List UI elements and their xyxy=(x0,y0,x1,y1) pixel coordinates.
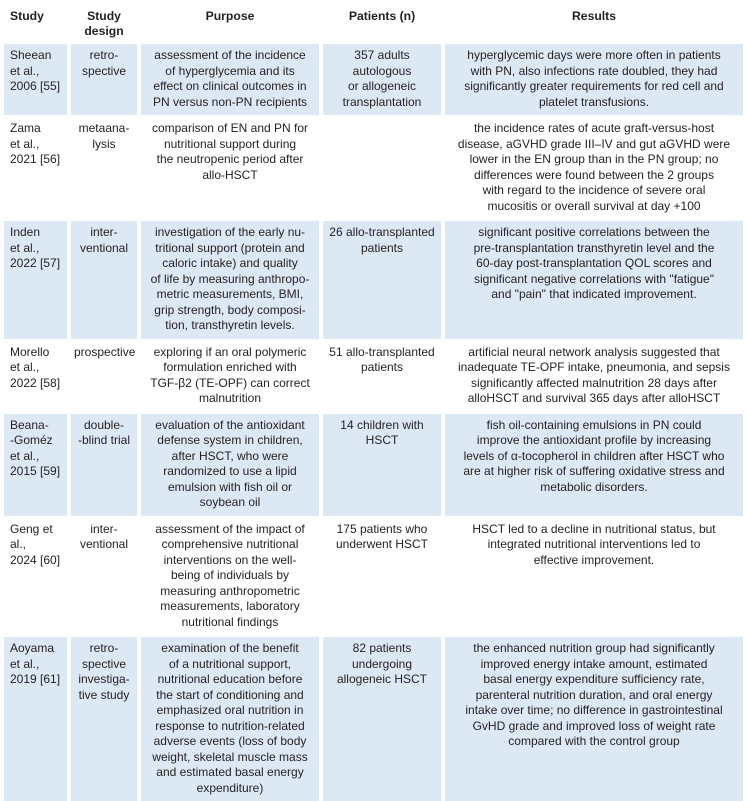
cell-purpose: assessment of the incidence of hyperglycemia and its effect on clinical outcomes in PN versus non-PN recipients xyxy=(141,42,319,115)
cell-design: prospective xyxy=(71,339,137,412)
cell-results: the incidence rates of acute graft-versus-host disease, aGVHD grade III–IV and gut aGVHD were lower in the EN group than in the PN group; no differences were found between the 2 groups with regard to the incidence of severe oral mucositis or overall survival at day +100 xyxy=(445,115,743,219)
cell-purpose: examination of the benefit of a nutritional support, nutritional education before the start of conditioning and emphasized oral nutrition in response to nutrition-related adverse events (loss of body weight, skeletal muscle mass and estimated basal energy expenditure) xyxy=(141,635,319,801)
cell-results: fish oil-containing emulsions in PN could improve the antioxidant profile by increasing levels of α-tocopherol in children after HSCT who are at higher risk of suffering oxidative stress and metabolic disorders. xyxy=(445,412,743,516)
cell-patients: 26 allo-transplanted patients xyxy=(323,219,441,339)
table-row xyxy=(4,115,743,219)
cell-study: Aoyama et al., 2019 [61] xyxy=(4,635,67,801)
table-row xyxy=(4,42,743,115)
cell-study: Sheean et al., 2006 [55] xyxy=(4,42,67,115)
header-study: Study xyxy=(10,9,44,23)
header-results: Results xyxy=(571,9,617,23)
cell-study: Geng et al., 2024 [60] xyxy=(4,516,67,636)
cell-patients: 82 patients undergoing allogeneic HSCT xyxy=(323,635,441,801)
cell-study: Morello et al., 2022 [58] xyxy=(4,339,67,412)
cell-results: significant positive correlations between the pre-transplantation transthyretin level and the 60-day post-transplantation QOL scores and significant negative correlations with "fatigue" and "pain" that indicated improvement. xyxy=(445,219,743,339)
cell-patients: 51 allo-transplanted patients xyxy=(323,339,441,412)
cell-design: inter- ventional xyxy=(71,516,137,636)
cell-patients: 357 adults autologous or allogeneic transplantation xyxy=(323,42,441,115)
cell-results: artificial neural network analysis suggested that inadequate TE-OPF intake, pneumonia, and sepsis significantly affected malnutrition 28 days after alloHSCT and survival 365 days after alloHSCT xyxy=(445,339,743,412)
header-purpose: Purpose xyxy=(205,9,255,23)
cell-design: double- -blind trial xyxy=(71,412,137,516)
cell-results: hyperglycemic days were more often in patients with PN, also infections rate doubled, they had significantly greater requirements for red cell and platelet transfusions. xyxy=(445,42,743,115)
table-header-row xyxy=(4,0,743,42)
cell-patients xyxy=(323,115,441,219)
cell-purpose: assessment of the impact of comprehensive nutritional interventions on the well- being of individuals by measuring anthropometric measurements, laboratory nutritional findings xyxy=(141,516,319,636)
cell-purpose: investigation of the early nu- tritional support (protein and caloric intake) and quality of life by measuring anthropo- metric measurements, BMI, grip strength, body composi- tion, transthyretin levels. xyxy=(141,219,319,339)
cell-results: the enhanced nutrition group had significantly improved energy intake amount, estimated basal energy expenditure sufficiency rate, parenteral nutrition duration, and oral energy intake over time; no difference in gastrointestinal GvHD grade and improved loss of weight rate compared with the control group xyxy=(445,635,743,801)
table-row xyxy=(4,516,743,636)
cell-design: retro- spective xyxy=(71,42,137,115)
cell-study: Beana- -Goméz et al., 2015 [59] xyxy=(4,412,67,516)
cell-purpose: evaluation of the antioxidant defense system in children, after HSCT, who were randomized to use a lipid emulsion with fish oil or soybean oil xyxy=(141,412,319,516)
table-row xyxy=(4,339,743,412)
cell-purpose: comparison of EN and PN for nutritional support during the neutropenic period after allo-HSCT xyxy=(141,115,319,219)
cell-design: retro- spective investiga- tive study xyxy=(71,635,137,801)
cell-purpose: exploring if an oral polymeric formulation enriched with TGF-β2 (TE-OPF) can correct malnutrition xyxy=(141,339,319,412)
table-row xyxy=(4,412,743,516)
table-row xyxy=(4,219,743,339)
cell-design: inter- ventional xyxy=(71,219,137,339)
cell-results: HSCT led to a decline in nutritional status, but integrated nutritional interventions led to effective improvement. xyxy=(445,516,743,636)
cell-patients: 175 patients who underwent HSCT xyxy=(323,516,441,636)
header-patients: Patients (n) xyxy=(348,9,416,23)
cell-study: Inden et al., 2022 [57] xyxy=(4,219,67,339)
header-study-design: Study design xyxy=(84,9,124,38)
cell-study: Zama et al., 2021 [56] xyxy=(4,115,67,219)
cell-design: metaana- lysis xyxy=(71,115,137,219)
table-row xyxy=(4,635,743,801)
cell-patients: 14 children with HSCT xyxy=(323,412,441,516)
